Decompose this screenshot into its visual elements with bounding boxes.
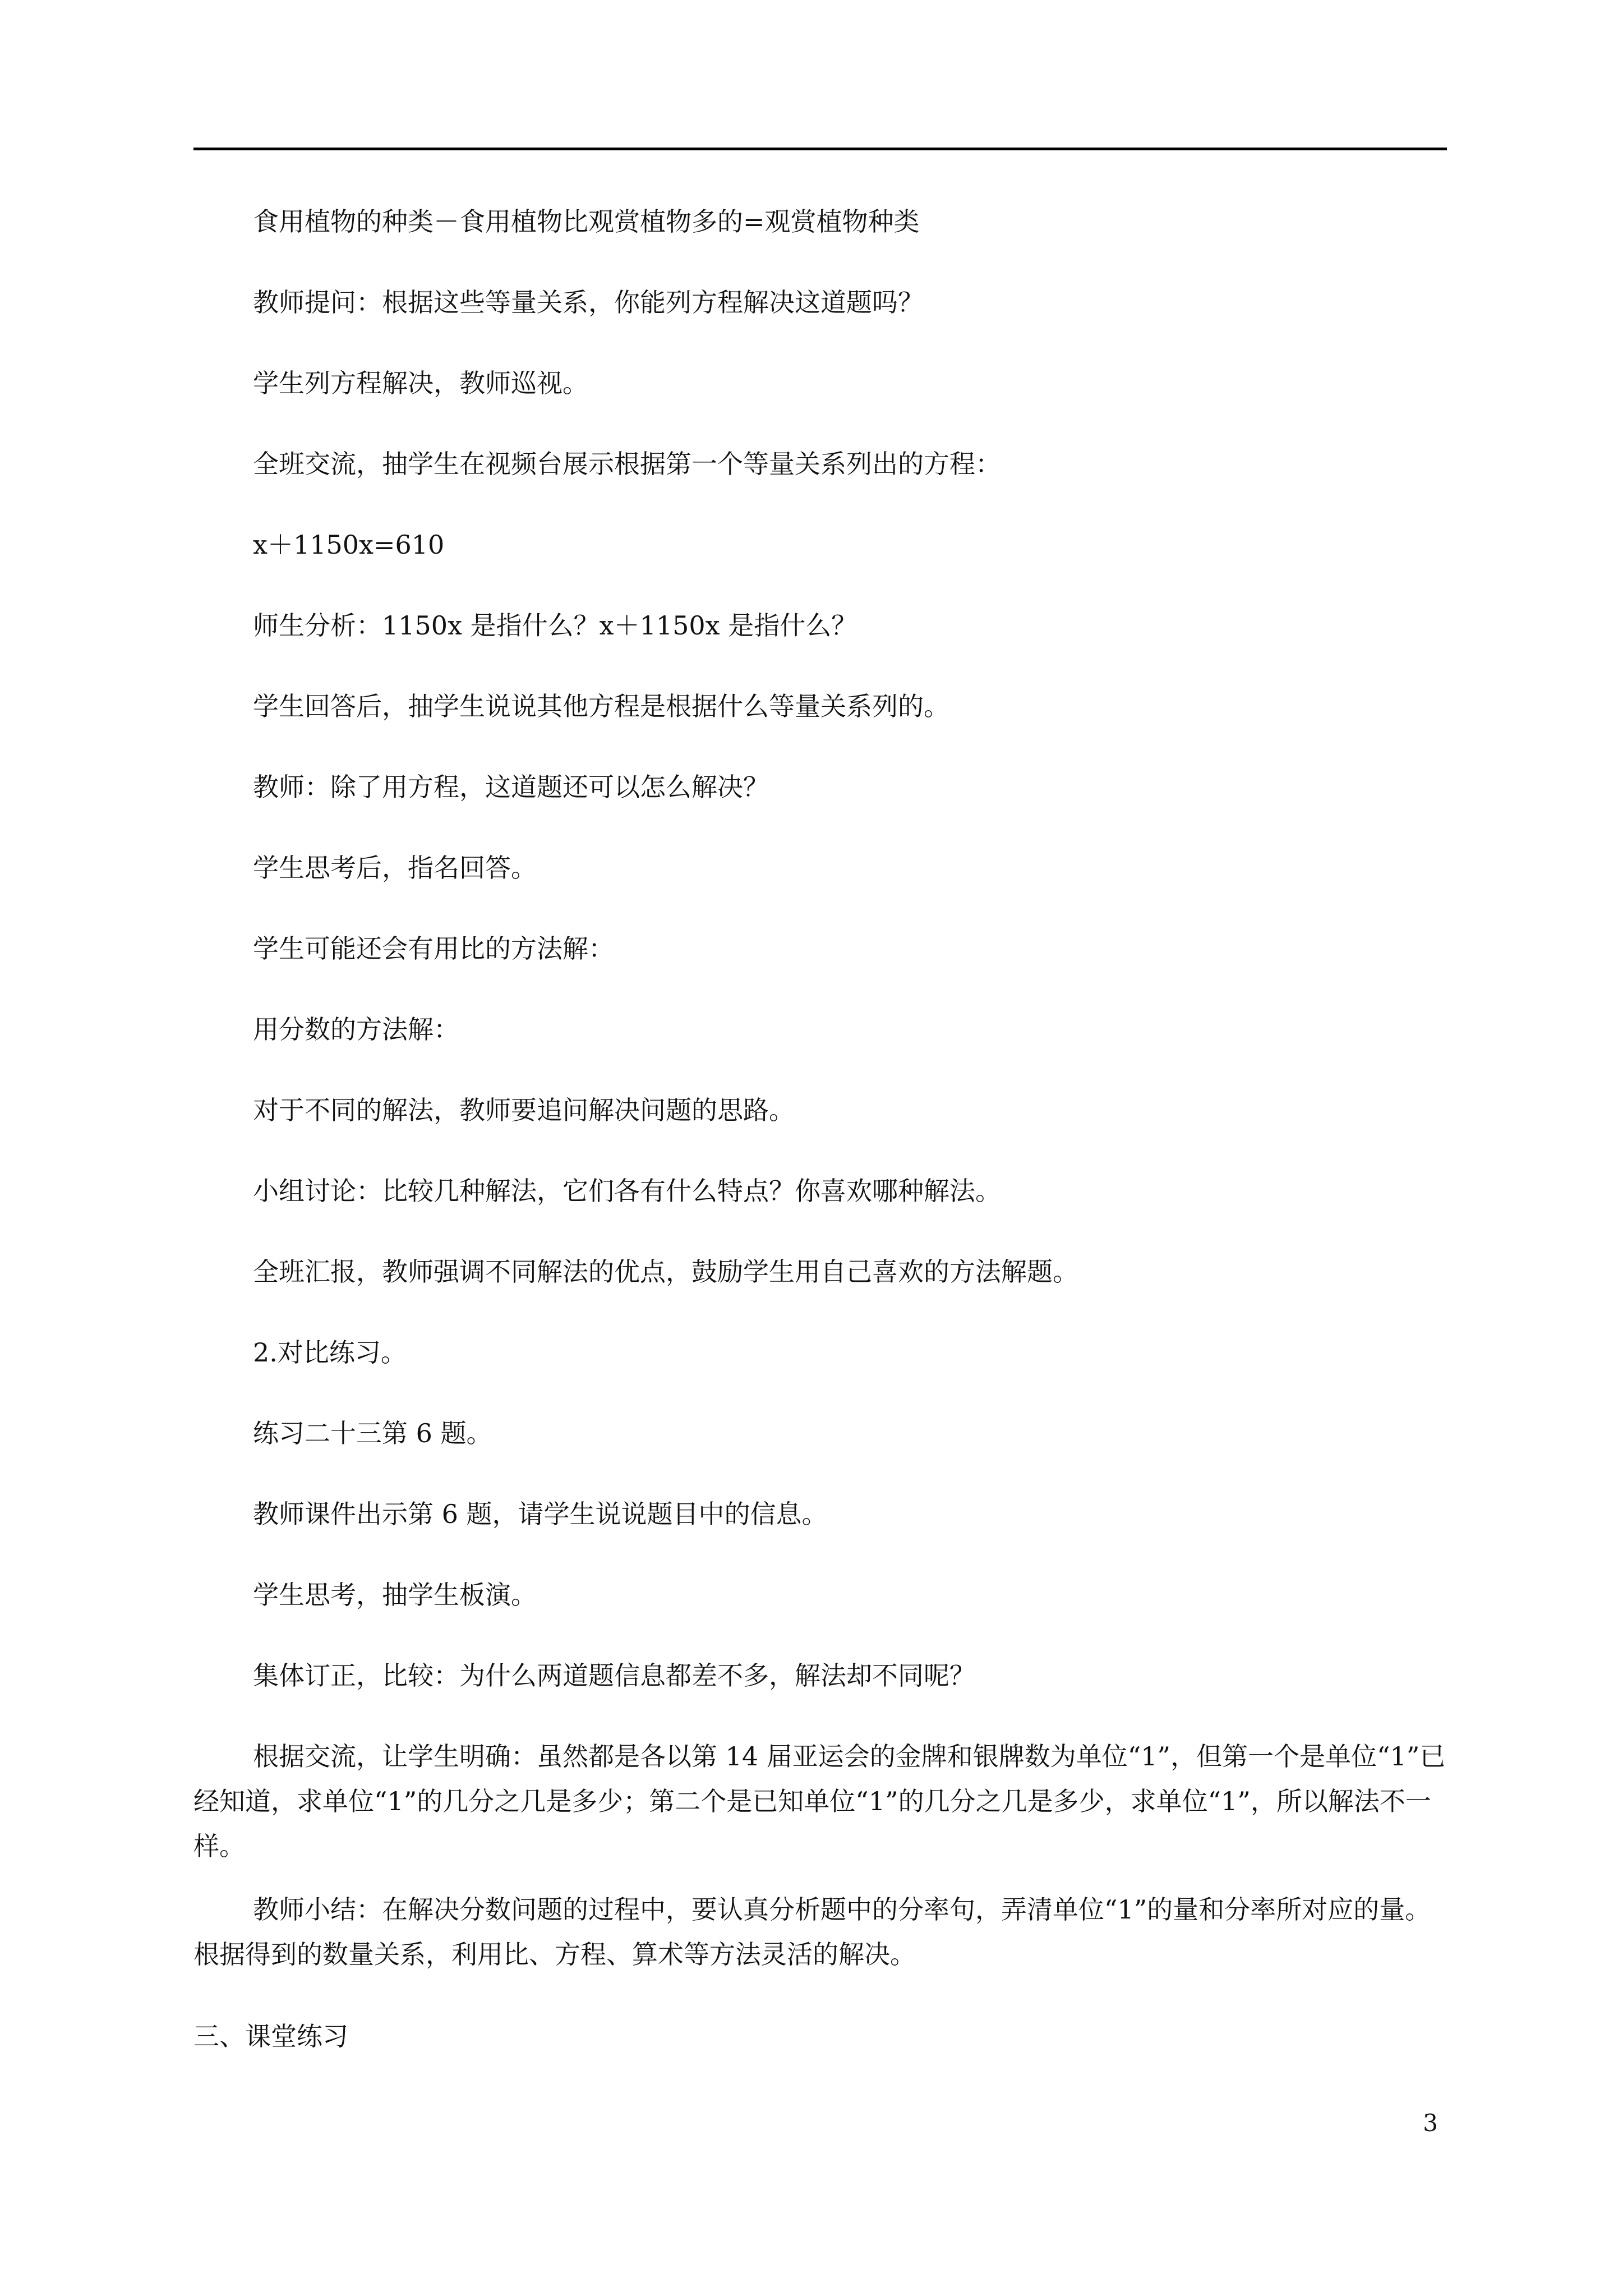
text-line: 对于不同的解法，教师要追问解决问题的思路。 <box>253 1095 795 1125</box>
text-line: 教师课件出示第 6 题，请学生说说题目中的信息。 <box>253 1499 828 1529</box>
text-line: 学生回答后，抽学生说说其他方程是根据什么等量关系列的。 <box>253 691 949 721</box>
text-line: 全班汇报，教师强调不同解法的优点，鼓励学生用自己喜欢的方法解题。 <box>253 1257 1078 1287</box>
page-number: 3 <box>1423 2109 1438 2137</box>
section-heading: 三、课堂练习 <box>193 2021 348 2051</box>
text-line: 练习二十三第 6 题。 <box>253 1418 492 1448</box>
text-line: 学生思考后，指名回答。 <box>253 853 537 883</box>
text-line: 学生列方程解决，教师巡视。 <box>253 368 588 398</box>
text-line: 教师：除了用方程，这道题还可以怎么解决？ <box>253 772 769 802</box>
text-line: 学生可能还会有用比的方法解： <box>253 933 614 964</box>
paragraph: 根据交流，让学生明确：虽然都是各以第 14 届亚运会的金牌和银牌数为单位“1”，但第一个是单位“1”已经知道，求单位“1”的几分之几是多少；第二个是已知单位“1”的几分之几是多少，求单位“1”，所以解法不一样。 <box>193 1741 1446 1861</box>
text-line: 学生思考，抽学生板演。 <box>253 1580 537 1610</box>
text-line: 2.对比练习。 <box>253 1337 407 1368</box>
text-line: 食用植物的种类－食用植物比观赏植物多的=观赏植物种类 <box>253 206 920 237</box>
text-line: 师生分析：1150x 是指什么？x＋1150x 是指什么？ <box>253 610 857 641</box>
text-line: 小组讨论：比较几种解法，它们各有什么特点？你喜欢哪种解法。 <box>253 1176 1001 1206</box>
text-line: 用分数的方法解： <box>253 1014 459 1045</box>
equation-line: x＋1150x=610 <box>253 530 445 560</box>
header-rule <box>193 148 1447 150</box>
text-line: 教师提问：根据这些等量关系，你能列方程解决这道题吗？ <box>253 287 924 318</box>
text-line: 集体订正，比较：为什么两道题信息都差不多，解法却不同呢？ <box>253 1660 975 1691</box>
text-line: 全班交流，抽学生在视频台展示根据第一个等量关系列出的方程： <box>253 449 1001 479</box>
paragraph: 教师小结：在解决分数问题的过程中，要认真分析题中的分率句，弄清单位“1”的量和分率所对应的量。根据得到的数量关系，利用比、方程、算术等方法灵活的解决。 <box>193 1894 1431 1970</box>
